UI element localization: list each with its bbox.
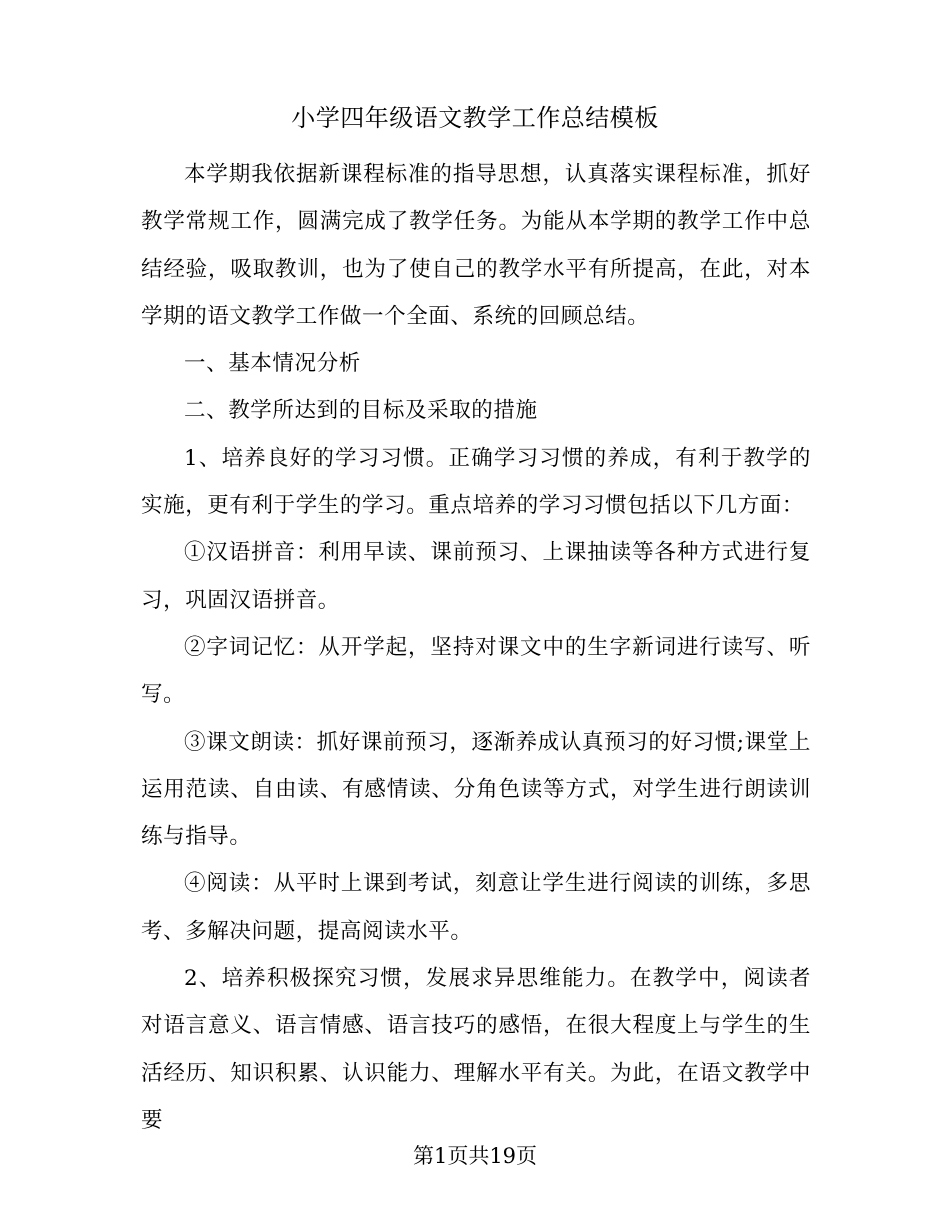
paragraph-study-habits: 1、培养良好的学习习惯。正确学习习惯的养成，有利于教学的实施，更有利于学生的学习。重点培养的学习习惯包括以下几方面：: [141, 445, 811, 519]
paragraph-reading: ④阅读：从平时上课到考试，刻意让学生进行阅读的训练，多思考、多解决问题，提高阅读水平。: [141, 871, 811, 944]
paragraph-word-memory: ②字词记忆：从开学起，坚持对课文中的生字新词进行读写、听写。: [141, 634, 811, 708]
document-body: [141, 151, 811, 1144]
page-title: 小学四年级语文教学工作总结模板: [291, 104, 659, 132]
paragraph-inquiry-habits: 2、培养积极探究习惯，发展求异思维能力。在教学中，阅读者对语言意义、语言情感、语言技巧的感悟，在很大程度上与学生的生活经历、知识积累、认识能力、理解水平有关。为此，在语文教学中要: [141, 966, 811, 1133]
paragraph-reading-aloud: ③课文朗读：抓好课前预习，逐渐养成认真预习的好习惯;课堂上运用范读、自由读、有感情读、分角色读等方式，对学生进行朗读训练与指导。: [141, 729, 811, 850]
page-footer: 第1页共19页: [412, 1144, 538, 1168]
heading-goals-measures: 二、教学所达到的目标及采取的措施: [184, 398, 538, 424]
heading-basic-analysis: 一、基本情况分析: [184, 351, 361, 377]
paragraph-pinyin: ①汉语拼音：利用早读、课前预习、上课抽读等各种方式进行复习，巩固汉语拼音。: [141, 540, 811, 613]
paragraph-intro: 本学期我依据新课程标准的指导思想，认真落实课程标准，抓好教学常规工作，圆满完成了教学任务。为能从本学期的教学工作中总结经验，吸取教训，也为了使自己的教学水平有所提高，在此，对本学期的语文教学工作做一个全面、系统的回顾总结。: [141, 162, 811, 329]
